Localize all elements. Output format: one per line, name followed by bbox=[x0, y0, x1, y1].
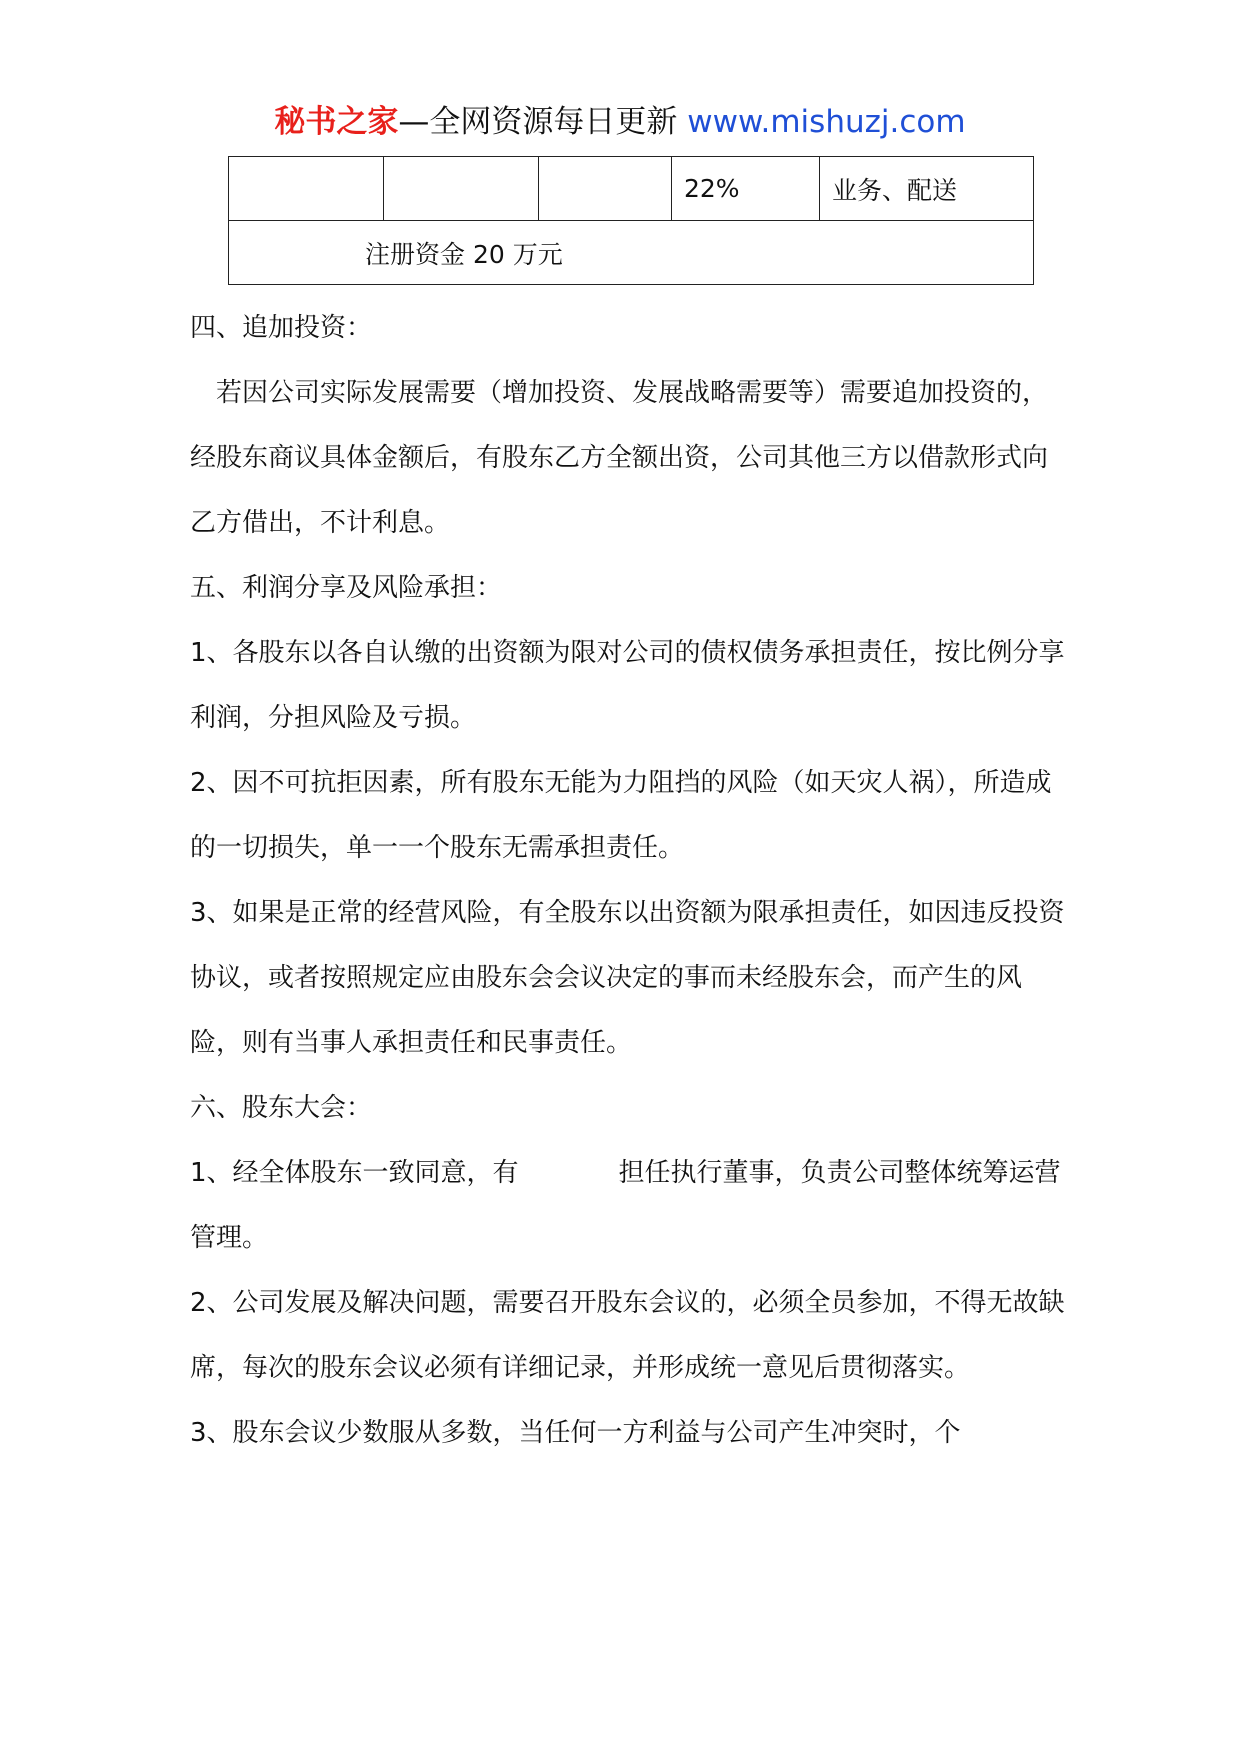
table-cell bbox=[384, 157, 539, 221]
registered-capital-cell: 注册资金 20 万元 bbox=[229, 221, 1034, 285]
paragraph: 3、股东会议少数服从多数，当任何一方利益与公司产生冲突时，个 bbox=[190, 1418, 961, 1448]
paragraph bbox=[190, 1141, 1070, 1271]
document-body bbox=[190, 296, 1070, 1466]
paragraph: 1、各股东以各自认缴的出资额为限对公司的债权债务承担责任，按比例分享利润，分担风险及亏损。 bbox=[190, 638, 1065, 733]
brand-name: 秘书之家 bbox=[274, 104, 399, 140]
site-url[interactable]: www.mishuzj.com bbox=[687, 104, 966, 140]
share-percent-cell: 22% bbox=[672, 157, 820, 221]
paragraph: 2、因不可抗拒因素，所有股东无能为力阻挡的风险（如天灾人祸），所造成的一切损失，单一一个股东无需承担责任。 bbox=[190, 768, 1052, 863]
paragraph: 2、公司发展及解决问题，需要召开股东会议的，必须全员参加，不得无故缺席，每次的股东会议必须有详细记录，并形成统一意见后贯彻落实。 bbox=[190, 1288, 1065, 1383]
paragraph: 若因公司实际发展需要（增加投资、发展战略需要等）需要追加投资的，经股东商议具体金额后，有股东乙方全额出资，公司其他三方以借款形式向乙方借出，不计利息。 bbox=[190, 378, 1049, 538]
section-heading: 五、利润分享及风险承担： bbox=[190, 573, 503, 603]
table-cell bbox=[539, 157, 672, 221]
table-cell bbox=[229, 157, 384, 221]
section-heading: 四、追加投资： bbox=[190, 313, 373, 343]
header-tagline: —全网资源每日更新 bbox=[398, 104, 688, 140]
section-heading: 六、股东大会： bbox=[190, 1093, 373, 1123]
table-row bbox=[229, 157, 1034, 221]
site-header bbox=[0, 100, 1240, 144]
paragraph-part: 1、经全体股东一致同意，有 bbox=[190, 1158, 519, 1188]
paragraph-part: 担任执行董事，负责公司整体统筹运营管理。 bbox=[190, 1158, 1061, 1253]
paragraph: 3、如果是正常的经营风险，有全股东以出资额为限承担责任，如因违反投资协议，或者按照规定应由股东会会议决定的事而未经股东会，而产生的风险，则有当事人承担责任和民事责任。 bbox=[190, 898, 1065, 1058]
table-row-capital bbox=[229, 221, 1034, 285]
shareholding-table bbox=[228, 156, 1034, 285]
duty-cell: 业务、配送 bbox=[820, 157, 1034, 221]
